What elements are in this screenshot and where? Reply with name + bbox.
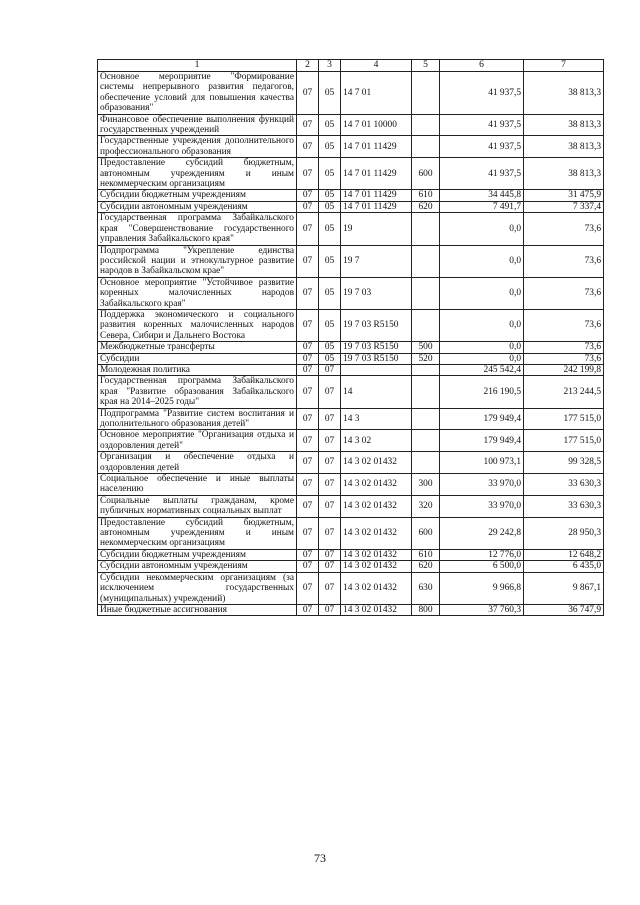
row-name-cell: Государственная программа Забайкальского края "Развитие образования Забайкальского края на 2014–2025 годы" — [98, 376, 297, 408]
target-code-cell: 19 7 03 — [341, 277, 412, 309]
table-body — [98, 72, 604, 616]
column-header: 4 — [341, 60, 412, 72]
row-name-cell: Субсидии бюджетным учреждениям — [98, 549, 297, 560]
section-cell: 07 — [297, 495, 319, 517]
target-code-cell: 14 3 02 01432 — [341, 604, 412, 615]
table-header-row — [98, 60, 604, 72]
section-cell: 07 — [297, 277, 319, 309]
table-row — [98, 408, 604, 430]
amount-cell: 33 630,3 — [524, 495, 604, 517]
section-cell: 07 — [297, 72, 319, 115]
subsection-cell: 05 — [319, 309, 341, 341]
section-cell: 07 — [297, 136, 319, 158]
budget-table — [97, 59, 604, 616]
subsection-cell: 05 — [319, 114, 341, 136]
target-code-cell: 14 3 02 — [341, 430, 412, 452]
target-code-cell: 19 7 — [341, 245, 412, 277]
table-row — [98, 452, 604, 474]
target-code-cell: 14 7 01 11429 — [341, 158, 412, 190]
amount-cell: 73,6 — [524, 245, 604, 277]
expense-type-cell: 620 — [412, 201, 440, 212]
amount-cell: 99 328,5 — [524, 452, 604, 474]
subsection-cell: 07 — [319, 495, 341, 517]
section-cell: 07 — [297, 245, 319, 277]
amount-cell: 245 542,4 — [440, 364, 524, 375]
row-name-cell: Межбюджетные трансферты — [98, 342, 297, 353]
table-row — [98, 376, 604, 408]
section-cell: 07 — [297, 342, 319, 353]
amount-cell: 73,6 — [524, 342, 604, 353]
table-row — [98, 190, 604, 201]
amount-cell: 34 445,8 — [440, 190, 524, 201]
amount-cell: 179 949,4 — [440, 430, 524, 452]
target-code-cell: 14 7 01 — [341, 72, 412, 115]
section-cell: 07 — [297, 604, 319, 615]
target-code-cell: 19 7 03 R5150 — [341, 353, 412, 364]
target-code-cell: 14 7 01 11429 — [341, 190, 412, 201]
row-name-cell: Иные бюджетные ассигнования — [98, 604, 297, 615]
expense-type-cell — [412, 136, 440, 158]
section-cell: 07 — [297, 430, 319, 452]
expense-type-cell: 320 — [412, 495, 440, 517]
table-row — [98, 561, 604, 572]
amount-cell: 100 973,1 — [440, 452, 524, 474]
row-name-cell: Подпрограмма "Укрепление единства российской нации и этнокультурное развитие народов в Забайкальском крае" — [98, 245, 297, 277]
target-code-cell — [341, 364, 412, 375]
table-row — [98, 213, 604, 245]
row-name-cell: Основное мероприятие "Организация отдыха и оздоровления детей" — [98, 430, 297, 452]
amount-cell: 41 937,5 — [440, 72, 524, 115]
section-cell: 07 — [297, 549, 319, 560]
target-code-cell: 14 3 02 01432 — [341, 549, 412, 560]
expense-type-cell — [412, 430, 440, 452]
table-row — [98, 342, 604, 353]
table-row — [98, 136, 604, 158]
section-cell: 07 — [297, 408, 319, 430]
subsection-cell: 05 — [319, 277, 341, 309]
row-name-cell: Субсидии автономным учреждениям — [98, 201, 297, 212]
row-name-cell: Социальное обеспечение и иные выплаты населению — [98, 474, 297, 496]
table-row — [98, 309, 604, 341]
amount-cell: 9 867,1 — [524, 572, 604, 604]
amount-cell: 41 937,5 — [440, 114, 524, 136]
expense-type-cell: 610 — [412, 190, 440, 201]
subsection-cell: 05 — [319, 213, 341, 245]
subsection-cell: 07 — [319, 376, 341, 408]
row-name-cell: Социальные выплаты гражданам, кроме публичных нормативных социальных выплат — [98, 495, 297, 517]
table-row — [98, 158, 604, 190]
expense-type-cell — [412, 277, 440, 309]
target-code-cell: 14 7 01 11429 — [341, 136, 412, 158]
row-name-cell: Подпрограмма "Развитие систем воспитания и дополнительного образования детей" — [98, 408, 297, 430]
row-name-cell: Поддержка экономического и социального развития коренных малочисленных народов Севера, Сибири и Дальнего Востока — [98, 309, 297, 341]
amount-cell: 9 966,8 — [440, 572, 524, 604]
amount-cell: 28 950,3 — [524, 517, 604, 549]
expense-type-cell: 520 — [412, 353, 440, 364]
row-name-cell: Предоставление субсидий бюджетным, автономным учреждениям и иным некоммерческим организациям — [98, 517, 297, 549]
subsection-cell: 07 — [319, 517, 341, 549]
amount-cell: 33 970,0 — [440, 495, 524, 517]
page-number: 73 — [314, 851, 326, 865]
target-code-cell: 19 7 03 R5150 — [341, 342, 412, 353]
amount-cell: 0,0 — [440, 309, 524, 341]
amount-cell: 6 435,0 — [524, 561, 604, 572]
amount-cell: 0,0 — [440, 353, 524, 364]
subsection-cell: 07 — [319, 474, 341, 496]
expense-type-cell: 800 — [412, 604, 440, 615]
amount-cell: 31 475,9 — [524, 190, 604, 201]
subsection-cell: 05 — [319, 72, 341, 115]
table-row — [98, 604, 604, 615]
table-row — [98, 572, 604, 604]
section-cell: 07 — [297, 213, 319, 245]
subsection-cell: 07 — [319, 572, 341, 604]
column-header: 5 — [412, 60, 440, 72]
table-row — [98, 353, 604, 364]
table-row — [98, 495, 604, 517]
target-code-cell: 14 3 02 01432 — [341, 474, 412, 496]
expense-type-cell — [412, 408, 440, 430]
amount-cell: 12 776,0 — [440, 549, 524, 560]
subsection-cell: 05 — [319, 245, 341, 277]
row-name-cell: Субсидии бюджетным учреждениям — [98, 190, 297, 201]
amount-cell: 73,6 — [524, 309, 604, 341]
section-cell: 07 — [297, 376, 319, 408]
subsection-cell: 05 — [319, 158, 341, 190]
amount-cell: 73,6 — [524, 213, 604, 245]
amount-cell: 177 515,0 — [524, 430, 604, 452]
table-row — [98, 114, 604, 136]
amount-cell: 7 491,7 — [440, 201, 524, 212]
row-name-cell: Организация и обеспечение отдыха и оздоровления детей — [98, 452, 297, 474]
subsection-cell: 05 — [319, 353, 341, 364]
section-cell: 07 — [297, 114, 319, 136]
target-code-cell: 14 7 01 11429 — [341, 201, 412, 212]
table-row — [98, 430, 604, 452]
subsection-cell: 07 — [319, 604, 341, 615]
amount-cell: 242 199,8 — [524, 364, 604, 375]
amount-cell: 6 500,0 — [440, 561, 524, 572]
section-cell: 07 — [297, 353, 319, 364]
column-header: 7 — [524, 60, 604, 72]
section-cell: 07 — [297, 309, 319, 341]
row-name-cell: Финансовое обеспечение выполнения функций государственных учреждений — [98, 114, 297, 136]
target-code-cell: 14 3 02 01432 — [341, 452, 412, 474]
row-name-cell: Государственные учреждения дополнительного профессионального образования — [98, 136, 297, 158]
amount-cell: 73,6 — [524, 277, 604, 309]
expense-type-cell — [412, 114, 440, 136]
subsection-cell: 05 — [319, 136, 341, 158]
amount-cell: 0,0 — [440, 213, 524, 245]
expense-type-cell — [412, 452, 440, 474]
expense-type-cell — [412, 245, 440, 277]
table-row — [98, 517, 604, 549]
amount-cell: 33 970,0 — [440, 474, 524, 496]
subsection-cell: 05 — [319, 190, 341, 201]
subsection-cell: 07 — [319, 430, 341, 452]
target-code-cell: 14 3 02 01432 — [341, 561, 412, 572]
table-row — [98, 245, 604, 277]
row-name-cell: Основное мероприятие "Устойчивое развитие коренных малочисленных народов Забайкальского края" — [98, 277, 297, 309]
row-name-cell: Государственная программа Забайкальского края "Совершенствование государственного управления Забайкальского края" — [98, 213, 297, 245]
column-header: 3 — [319, 60, 341, 72]
expense-type-cell — [412, 309, 440, 341]
amount-cell: 12 648,2 — [524, 549, 604, 560]
row-name-cell: Субсидии — [98, 353, 297, 364]
section-cell: 07 — [297, 201, 319, 212]
amount-cell: 0,0 — [440, 277, 524, 309]
subsection-cell: 05 — [319, 342, 341, 353]
expense-type-cell: 610 — [412, 549, 440, 560]
section-cell: 07 — [297, 572, 319, 604]
table-row — [98, 364, 604, 375]
table-row — [98, 201, 604, 212]
target-code-cell: 19 — [341, 213, 412, 245]
amount-cell: 41 937,5 — [440, 158, 524, 190]
expense-type-cell — [412, 72, 440, 115]
amount-cell: 33 630,3 — [524, 474, 604, 496]
table-row — [98, 549, 604, 560]
amount-cell: 37 760,3 — [440, 604, 524, 615]
expense-type-cell: 500 — [412, 342, 440, 353]
section-cell: 07 — [297, 364, 319, 375]
target-code-cell: 14 3 02 01432 — [341, 517, 412, 549]
column-header: 1 — [98, 60, 297, 72]
amount-cell: 38 813,3 — [524, 72, 604, 115]
amount-cell: 73,6 — [524, 353, 604, 364]
row-name-cell: Молодежная политика — [98, 364, 297, 375]
amount-cell: 7 337,4 — [524, 201, 604, 212]
amount-cell: 38 813,3 — [524, 158, 604, 190]
amount-cell: 179 949,4 — [440, 408, 524, 430]
amount-cell: 38 813,3 — [524, 114, 604, 136]
row-name-cell: Предоставление субсидий бюджетным, автономным учреждениям и иным некоммерческим организациям — [98, 158, 297, 190]
expense-type-cell: 630 — [412, 572, 440, 604]
amount-cell: 38 813,3 — [524, 136, 604, 158]
amount-cell: 213 244,5 — [524, 376, 604, 408]
amount-cell: 41 937,5 — [440, 136, 524, 158]
subsection-cell: 07 — [319, 452, 341, 474]
section-cell: 07 — [297, 517, 319, 549]
expense-type-cell: 600 — [412, 517, 440, 549]
section-cell: 07 — [297, 452, 319, 474]
subsection-cell: 07 — [319, 364, 341, 375]
amount-cell: 36 747,9 — [524, 604, 604, 615]
expense-type-cell: 620 — [412, 561, 440, 572]
expense-type-cell: 600 — [412, 158, 440, 190]
table-row — [98, 72, 604, 115]
table-row — [98, 277, 604, 309]
expense-type-cell — [412, 364, 440, 375]
subsection-cell: 07 — [319, 561, 341, 572]
section-cell: 07 — [297, 190, 319, 201]
expense-type-cell: 300 — [412, 474, 440, 496]
section-cell: 07 — [297, 474, 319, 496]
target-code-cell: 14 3 02 01432 — [341, 495, 412, 517]
row-name-cell: Субсидии автономным учреждениям — [98, 561, 297, 572]
section-cell: 07 — [297, 561, 319, 572]
column-header: 2 — [297, 60, 319, 72]
section-cell: 07 — [297, 158, 319, 190]
target-code-cell: 14 3 02 01432 — [341, 572, 412, 604]
table-row — [98, 474, 604, 496]
amount-cell: 177 515,0 — [524, 408, 604, 430]
amount-cell: 216 190,5 — [440, 376, 524, 408]
amount-cell: 29 242,8 — [440, 517, 524, 549]
target-code-cell: 14 3 — [341, 408, 412, 430]
subsection-cell: 07 — [319, 408, 341, 430]
row-name-cell: Основное мероприятие "Формирование системы непрерывного развития педагогов, обеспечение условий для повышения качества образования" — [98, 72, 297, 115]
target-code-cell: 14 — [341, 376, 412, 408]
column-header: 6 — [440, 60, 524, 72]
subsection-cell: 05 — [319, 201, 341, 212]
target-code-cell: 14 7 01 10000 — [341, 114, 412, 136]
expense-type-cell — [412, 213, 440, 245]
expense-type-cell — [412, 376, 440, 408]
target-code-cell: 19 7 03 R5150 — [341, 309, 412, 341]
amount-cell: 0,0 — [440, 342, 524, 353]
amount-cell: 0,0 — [440, 245, 524, 277]
row-name-cell: Субсидии некоммерческим организациям (за исключением государственных (муниципальных) учреждений) — [98, 572, 297, 604]
subsection-cell: 07 — [319, 549, 341, 560]
